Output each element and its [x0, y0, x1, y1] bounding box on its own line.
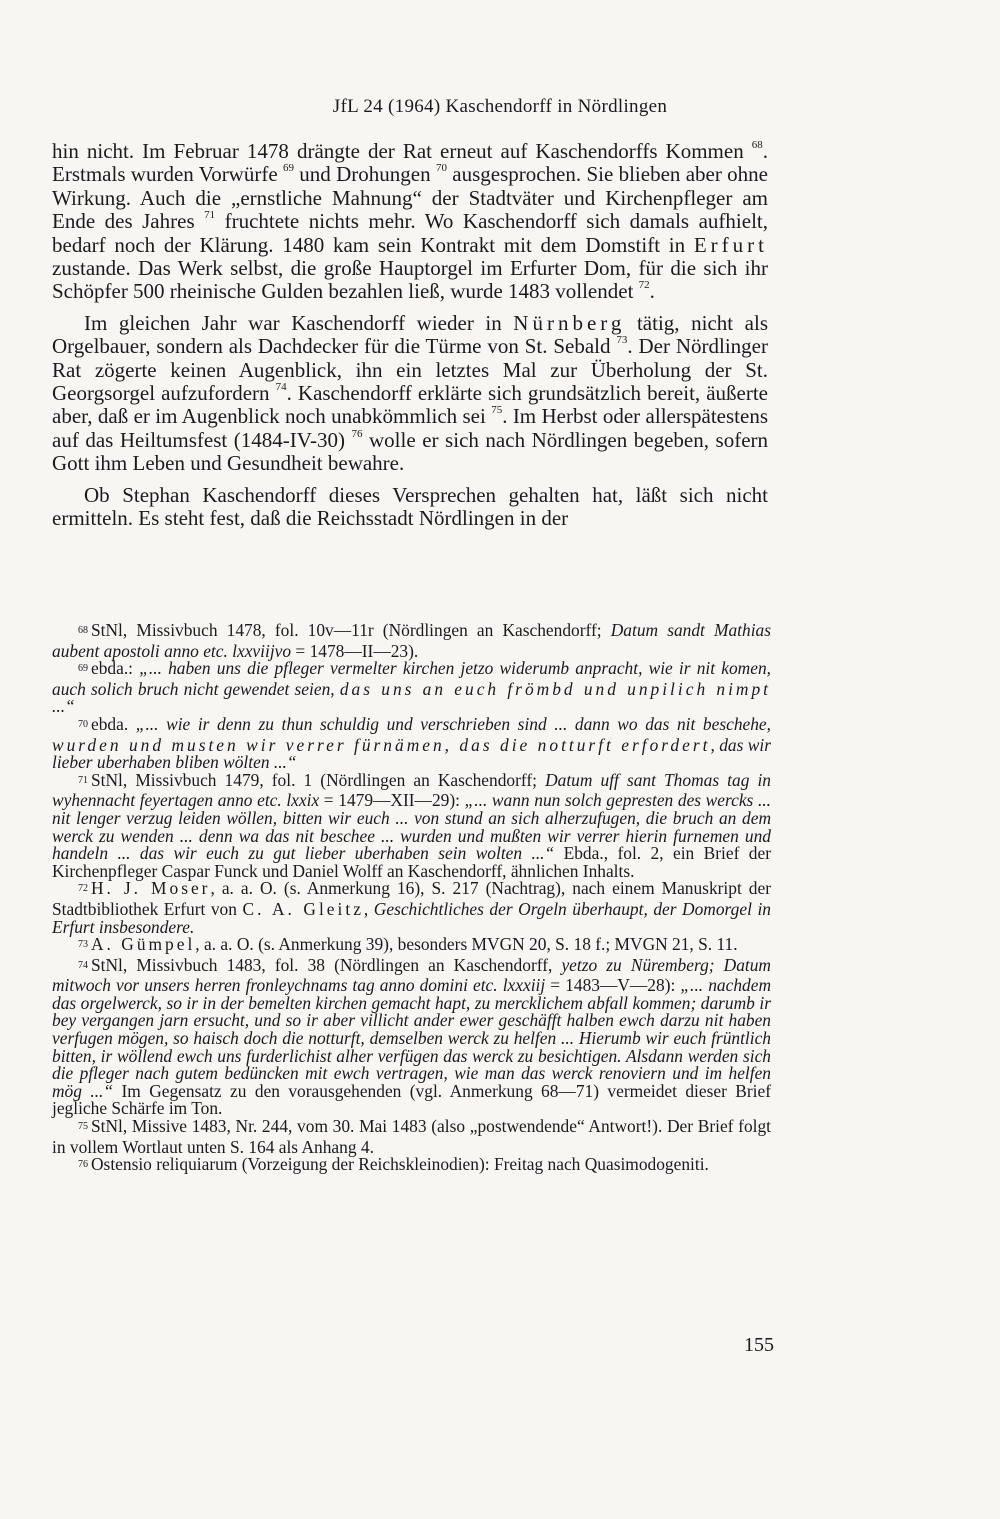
text-run: hin nicht. Im Februar 1478 drängte der Rat erneut auf Kaschendorffs Kommen — [52, 139, 752, 163]
text-run: ebda. — [91, 713, 136, 734]
text-run: Im Gegensatz zu den vorausgehenden (vgl. Anmerkung 68—71) vermeidet dieser Brief jegliche Schärfe im Ton. — [52, 1080, 772, 1119]
footnote — [52, 1156, 771, 1177]
text-run: ausgesprochen. Sie blieben aber ohne Wirkung. Auch die „ernstliche Mahnung“ der Stadtväter und Kirchenpfleger am Ende des Jahres — [52, 162, 769, 234]
text-run: fruchtete nichts mehr. Wo Kaschendorff sich damals aufhielt, bedarf noch der Klärung. 1480 kam sein Kontrakt mit dem Domstift in — [52, 209, 768, 257]
text-run: , a. a. O. (s. Anmerkung 39), besonders MVGN 20, S. 18 f.; MVGN 21, S. 11. — [195, 934, 738, 955]
text-run: . Im Herbst oder allerspätestens auf das Heiltumsfest (1484-IV-30) — [52, 404, 768, 452]
footnote — [52, 769, 772, 881]
italic-text: „... wann nun solch gepresten des wercks ... nit lenger verzug leiden wöllen, bitten wir euch ... von stund an sich alherzufugen, die bruch an dem werck zu wenden ... denn wa das nit beschee ... wurden und mußten wir verrer hierin furnemen und handeln ... das wir euch zu gut lieber uberhaben sein wolten ...“ — [52, 790, 771, 864]
text-run: , a. a. O. (s. Anmerkung 16), S. 217 (Nachtrag), nach einem Manuskript der Stadtbibliothek Erfurt von — [52, 878, 771, 919]
footnote-ref: 72 — [638, 279, 650, 292]
text-run: Ostensio reliquiarum (Vorzeigung der Reichskleinodien): Freitag nach Quasimodogeniti. — [91, 1154, 709, 1175]
text-run: wolle er sich nach Nördlingen begeben, sofern Gott ihm Leben und Gesundheit bewahre. — [52, 427, 769, 476]
italic-text: Geschichtliches der Orgeln überhaupt, der Domorgel in Erfurt insbesondere. — [52, 898, 771, 937]
italic-text: yetzo zu Nüremberg; Datum mitwoch vor unsers herren fronleychnams tag anno domini etc. lxxxiij — [52, 954, 771, 996]
page-number: 155 — [744, 1334, 774, 1356]
paragraph — [52, 312, 768, 476]
italic-spaced-text: wurden und musten wir verrer fürnämen, das die notturft erfordert — [52, 734, 711, 755]
footnotes — [52, 622, 771, 1177]
footnote — [52, 880, 771, 936]
text-run: = 1479—XII—29): — [319, 790, 465, 811]
text-run: StNl, Missivbuch 1478, fol. 10v—11r (Nördlingen an Kaschendorff; — [91, 620, 611, 640]
footnote-number: 71 — [78, 774, 88, 786]
footnote-number: 68 — [78, 625, 88, 636]
footnote-ref: 69 — [282, 162, 294, 175]
text-run: . Kaschendorff erklärte sich grundsätzlich bereit, äußerte aber, daß er im Augenblick noch unabkömmlich sei — [52, 381, 768, 429]
main-text — [52, 140, 768, 531]
footnote — [52, 622, 771, 660]
text-run: , — [363, 898, 374, 919]
text-run: . Erstmals wurden Vorwürfe — [52, 139, 768, 187]
paragraph — [52, 484, 768, 531]
paragraph — [52, 140, 768, 304]
text-run: . Der Nördlinger Rat zögerte keinen Augenblick, ihn ein letztes Mal zur Überholung der St. Georgsorgel aufzufordern — [52, 334, 768, 406]
italic-text: „... wie ir denn zu thun schuldig und verschrieben sind ... dann wo das nit beschehe, — [135, 713, 771, 734]
spaced-text: Erfurt — [693, 232, 768, 257]
text-run: zustande. Das Werk selbst, die große Hauptorgel im Erfurter Dom, für die sich ihr Schöpfer 500 rheinische Gulden bezahlen ließ, wurde 1483 vollendet — [52, 256, 768, 304]
footnote-number: 70 — [78, 718, 88, 730]
text-run: StNl, Missivbuch 1479, fol. 1 (Nördlingen an Kaschendorff; — [91, 769, 546, 790]
text-run: StNl, Missive 1483, Nr. 244, vom 30. Mai 1483 (also „postwendende“ Antwort!). Der Brief folgt in vollem Wortlaut unten S. 164 als Anhang 4. — [52, 1116, 771, 1157]
footnote — [52, 1118, 771, 1156]
text-run: Ob Stephan Kaschendorff dieses Versprechen gehalten hat, läßt sich nicht ermitteln. Es steht fest, daß die Reichsstadt Nördlingen in der — [52, 482, 768, 531]
spaced-text: Nürnberg — [513, 310, 626, 335]
text-run: Im gleichen Jahr war Kaschendorff wieder in — [84, 310, 514, 335]
text-run: = 1483—V—28): — [545, 975, 681, 996]
footnote-number: 72 — [78, 883, 88, 895]
spaced-text: H. J. Moser — [91, 878, 211, 899]
footnote-number: 69 — [78, 663, 88, 675]
footnote — [52, 954, 772, 1119]
running-header: JfL 24 (1964) Kaschendorff in Nördlingen — [332, 96, 668, 117]
footnote-ref: 73 — [616, 334, 628, 347]
text-run: Ebda., fol. 2, ein Brief der Kirchenpfleger Caspar Funck und Daniel Wolff an Kaschendorff, ähnlichen Inhalts. — [52, 843, 771, 881]
italic-text: „... haben uns die pfleger vermelter kirchen jetzo widerumb anpracht, wie ir nit komen, auch solich bruch nicht gewendet seien, — [52, 658, 771, 699]
text-run: . — [649, 279, 655, 304]
footnote-number: 75 — [78, 1121, 88, 1133]
text-run: StNl, Missivbuch 1483, fol. 38 (Nördlingen an Kaschendorff, — [91, 954, 562, 975]
italic-text: Datum sandt Mathias aubent apostoli anno etc. lxxviijvo — [52, 620, 771, 661]
spaced-text: C. A. Gleitz — [242, 898, 364, 919]
footnote-ref: 71 — [204, 209, 216, 222]
text-run: ebda.: — [91, 658, 140, 679]
footnote — [52, 713, 772, 773]
text-run: tätig, nicht als Orgelbauer, sondern als Dachdecker für die Türme von St. Sebald — [52, 310, 768, 359]
footnote-ref: 74 — [275, 381, 287, 394]
spaced-text: A. Gümpel — [91, 934, 196, 955]
footnote-number: 76 — [78, 1159, 88, 1171]
footnote-ref: 75 — [491, 404, 503, 417]
footnote — [52, 936, 771, 957]
text-run: und Drohungen — [293, 162, 436, 187]
footnote-number: 74 — [78, 959, 88, 971]
text-run: = 1478—II—23). — [291, 640, 419, 661]
italic-text: „... nachdem das orgelwerck, so ir in der bemelten kirchen gemacht hapt, zu mercklichem abfall kommen; darumb ir bey vergangen jarn ersucht, und so ir aber villicht ander ewer geschäfft halben ewch darzu nit haben verfugen mögen, so haisch doch die notturft, demselben werck zu helfen ... Hierumb wir euch früntlich bitten, ir wöllend ewch uns furderlichist alher verfügen das werck zu besichtigen. Alsdann werden sich die pfleger nach gutem bedüncken mit ewch vertragen, wie man das werck renoviern und im helfen mög ...“ — [52, 975, 772, 1101]
footnote-ref: 70 — [435, 162, 447, 175]
italic-text: , das wir lieber uberhaben bliben wölten ...“ — [52, 734, 772, 773]
footnote — [52, 660, 771, 716]
footnote-ref: 76 — [351, 427, 363, 440]
footnote-number: 73 — [78, 939, 88, 951]
italic-spaced-text: das uns an euch frömbd und unpilich nimpt — [339, 678, 771, 699]
italic-text: ...“ — [52, 696, 75, 717]
italic-text: Datum uff sant Thomas tag in wyhennacht feyertagen anno etc. lxxix — [52, 769, 772, 811]
footnote-ref: 68 — [751, 139, 763, 151]
